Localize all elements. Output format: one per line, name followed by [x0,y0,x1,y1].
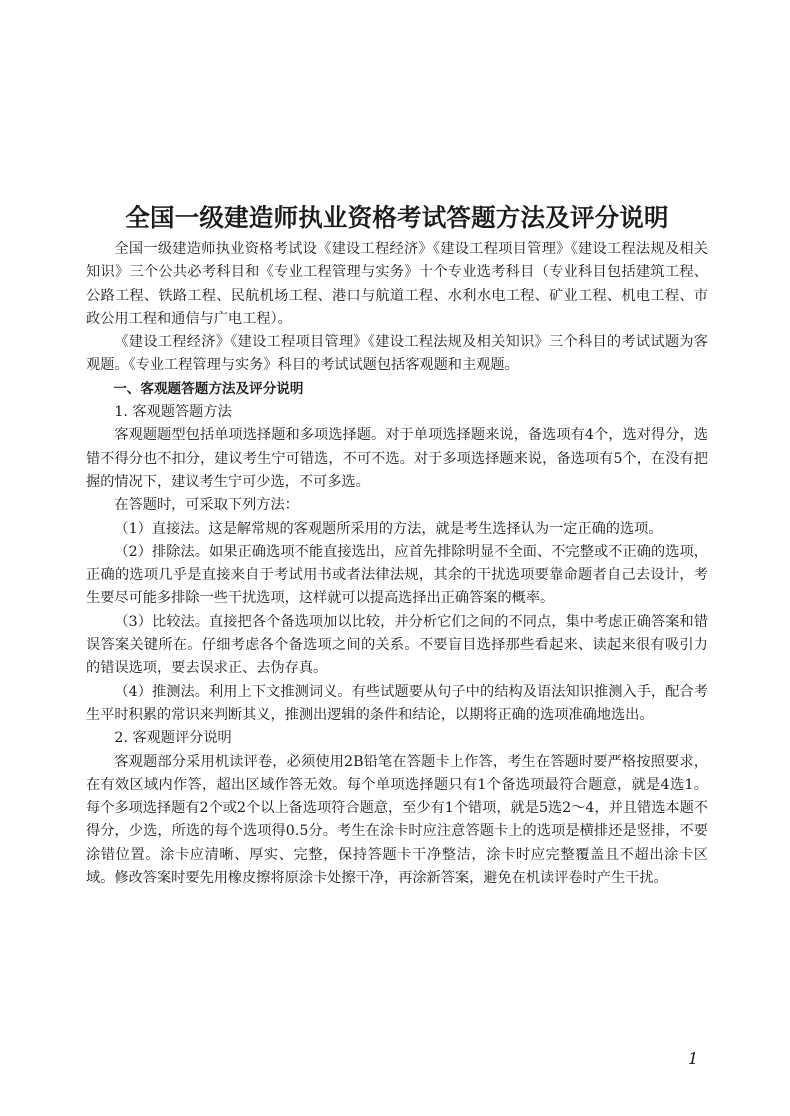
subheading-answer-methods: 1. 客观题答题方法 [114,404,232,421]
method-inference-paragraph: （4）推测法。利用上下文推测词义。有些试题要从句子中的结构及语法知识推测入手，配合考生平时积累的常识来判断其义，推测出逻辑的条件和结论，以期将正确的选项准确地选出。 [86,683,708,723]
scoring-paragraph: 客观题部分采用机读评卷，必须使用2B铅笔在答题卡上作答，考生在答题时要严格按照要求，在有效区域内作答，超出区域作答无效。每个单项选择题只有1个备选项最符合题意，就是4选1。每个多项选择题有2个或2个以上备选项符合题意，至少有1个错项，就是5选2～4，并且错选本题不得分，少选，所选的每个选项得0.5分。考生在涂卡时应注意答题卡上的选项是横排还是竖排，不要涂错位置。涂卡应清晰、厚实、完整，保持答题卡干净整洁，涂卡时应完整覆盖且不超出涂卡区域。修改答案时要先用橡皮擦将原涂卡处擦干净，再涂新答案，避免在机读评卷时产生干扰。 [86,753,708,887]
methods-intro-paragraph: 在答题时，可采取下列方法： [114,497,299,514]
method-comparison-paragraph: （3）比较法。直接把各个备选项加以比较，并分析它们之间的不同点，集中考虑正确答案和错误答案关键所在。仔细考虑各个备选项之间的关系。不要盲目选择那些看起来、读起来很有吸引力的错误选项，要去误求正、去伪存真。 [86,613,708,677]
method-direct-paragraph: （1）直接法。这是解常规的客观题所采用的方法，就是考生选择认为一定正确的选项。 [114,520,663,537]
method-elimination-paragraph: （2）排除法。如果正确选项不能直接选出，应首先排除明显不全面、不完整或不正确的选项，正确的选项几乎是直接来自于考试用书或者法律法规，其余的干扰选项要靠命题者自己去设计，考生要尽可能多排除一些干扰选项，这样就可以提高选择出正确答案的概率。 [86,543,708,607]
page-title: 全国一级建造师执业资格考试答题方法及评分说明 [125,203,669,233]
page-number: 1 [688,1049,699,1068]
subheading-scoring: 2. 客观题评分说明 [114,730,232,747]
document-body [86,238,708,890]
intro-paragraph: 全国一级建造师执业资格考试设《建设工程经济》《建设工程项目管理》《建设工程法规及相关知识》三个公共必考科目和《专业工程管理与实务》十个专业选考科目（专业科目包括建筑工程、公路工程、铁路工程、民航机场工程、港口与航道工程、水利水电工程、矿业工程、机电工程、市政公用工程和通信与广电工程）。 [86,241,708,327]
section-heading-objective: 一、客观题答题方法及评分说明 [113,380,304,397]
subjects-paragraph: 《建设工程经济》《建设工程项目管理》《建设工程法规及相关知识》三个科目的考试试题为客观题。《专业工程管理与实务》科目的考试试题包括客观题和主观题。 [86,334,708,374]
question-types-paragraph: 客观题题型包括单项选择题和多项选择题。对于单项选择题来说，备选项有4个，选对得分，选错不得分也不扣分，建议考生宁可错选，不可不选。对于多项选择题来说，备选项有5个，在没有把握的情况下，建议考生宁可少选，不可多选。 [86,427,708,490]
